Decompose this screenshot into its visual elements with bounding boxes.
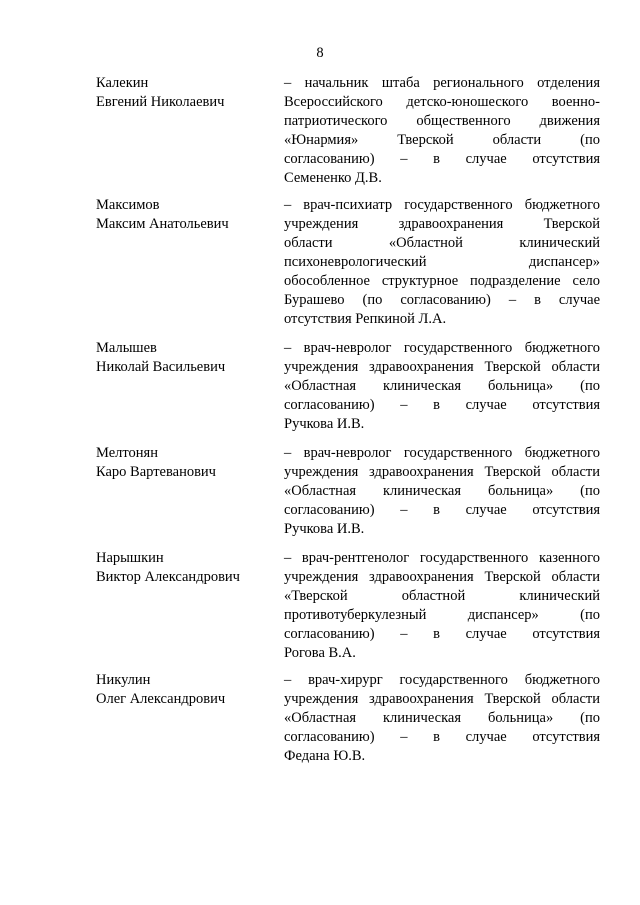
member-given-names: Максим Анатольевич (96, 216, 229, 232)
description-line: патриотического общественного движения (284, 113, 600, 129)
description-line: Рогова В.А. (284, 645, 356, 661)
page-number: 8 (316, 45, 324, 61)
description-line: учреждения здравоохранения Тверской области (284, 569, 600, 585)
member-name (96, 549, 266, 587)
description-line: учреждения здравоохранения Тверской (284, 216, 600, 232)
member-name (96, 74, 266, 112)
member-description (284, 339, 600, 434)
description-line: Всероссийского детско-юношеского военно- (284, 94, 600, 110)
member-surname: Нарышкин (96, 550, 164, 566)
description-line: противотуберкулезный диспансер» (по (284, 607, 600, 623)
description-line: – начальник штаба регионального отделения (284, 75, 600, 91)
member-description (284, 549, 600, 663)
member-surname: Калекин (96, 75, 149, 91)
description-line: согласованию) – в случае отсутствия (284, 729, 600, 745)
description-line: «Областная клиническая больница» (по (284, 710, 600, 726)
member-given-names: Виктор Александрович (96, 569, 240, 585)
member-given-names: Каро Вартеванович (96, 464, 216, 480)
description-line: психоневрологический диспансер» (284, 254, 600, 270)
description-line: отсутствия Репкиной Л.А. (284, 311, 447, 327)
member-description (284, 671, 600, 766)
description-line: согласованию) – в случае отсутствия (284, 626, 600, 642)
description-line: – врач-невролог государственного бюджетного (284, 340, 600, 356)
member-description (284, 196, 600, 329)
description-line: «Областная клиническая больница» (по (284, 483, 600, 499)
member-name (96, 196, 266, 234)
description-line: Федана Ю.В. (284, 748, 366, 764)
description-line: – врач-рентгенолог государственного казенного (284, 550, 600, 566)
description-line: Ручкова И.В. (284, 521, 365, 537)
description-line: учреждения здравоохранения Тверской области (284, 359, 600, 375)
description-line: – врач-невролог государственного бюджетного (284, 445, 600, 461)
member-surname: Максимов (96, 197, 160, 213)
member-given-names: Евгений Николаевич (96, 94, 225, 110)
description-line: Ручкова И.В. (284, 416, 365, 432)
member-description (284, 444, 600, 539)
description-line: учреждения здравоохранения Тверской области (284, 464, 600, 480)
description-line: области «Областной клинический (284, 235, 600, 251)
description-line: – врач-хирург государственного бюджетного (284, 672, 600, 688)
member-surname: Малышев (96, 340, 157, 356)
member-surname: Мелтонян (96, 445, 158, 461)
description-line: – врач-психиатр государственного бюджетного (284, 197, 600, 213)
member-given-names: Николай Васильевич (96, 359, 226, 375)
member-name (96, 671, 266, 709)
member-description (284, 74, 600, 188)
description-line: обособленное структурное подразделение село (284, 273, 600, 289)
description-line: «Тверской областной клинический (284, 588, 600, 604)
description-line: Бурашево (по согласованию) – в случае (284, 292, 600, 308)
description-line: согласованию) – в случае отсутствия (284, 151, 600, 167)
description-line: «Областная клиническая больница» (по (284, 378, 600, 394)
description-line: согласованию) – в случае отсутствия (284, 397, 600, 413)
description-line: Семененко Д.В. (284, 170, 382, 186)
description-line: «Юнармия» Тверской области (по (284, 132, 600, 148)
member-name (96, 339, 266, 377)
member-name (96, 444, 266, 482)
description-line: учреждения здравоохранения Тверской области (284, 691, 600, 707)
member-surname: Никулин (96, 672, 151, 688)
description-line: согласованию) – в случае отсутствия (284, 502, 600, 518)
member-given-names: Олег Александрович (96, 691, 226, 707)
